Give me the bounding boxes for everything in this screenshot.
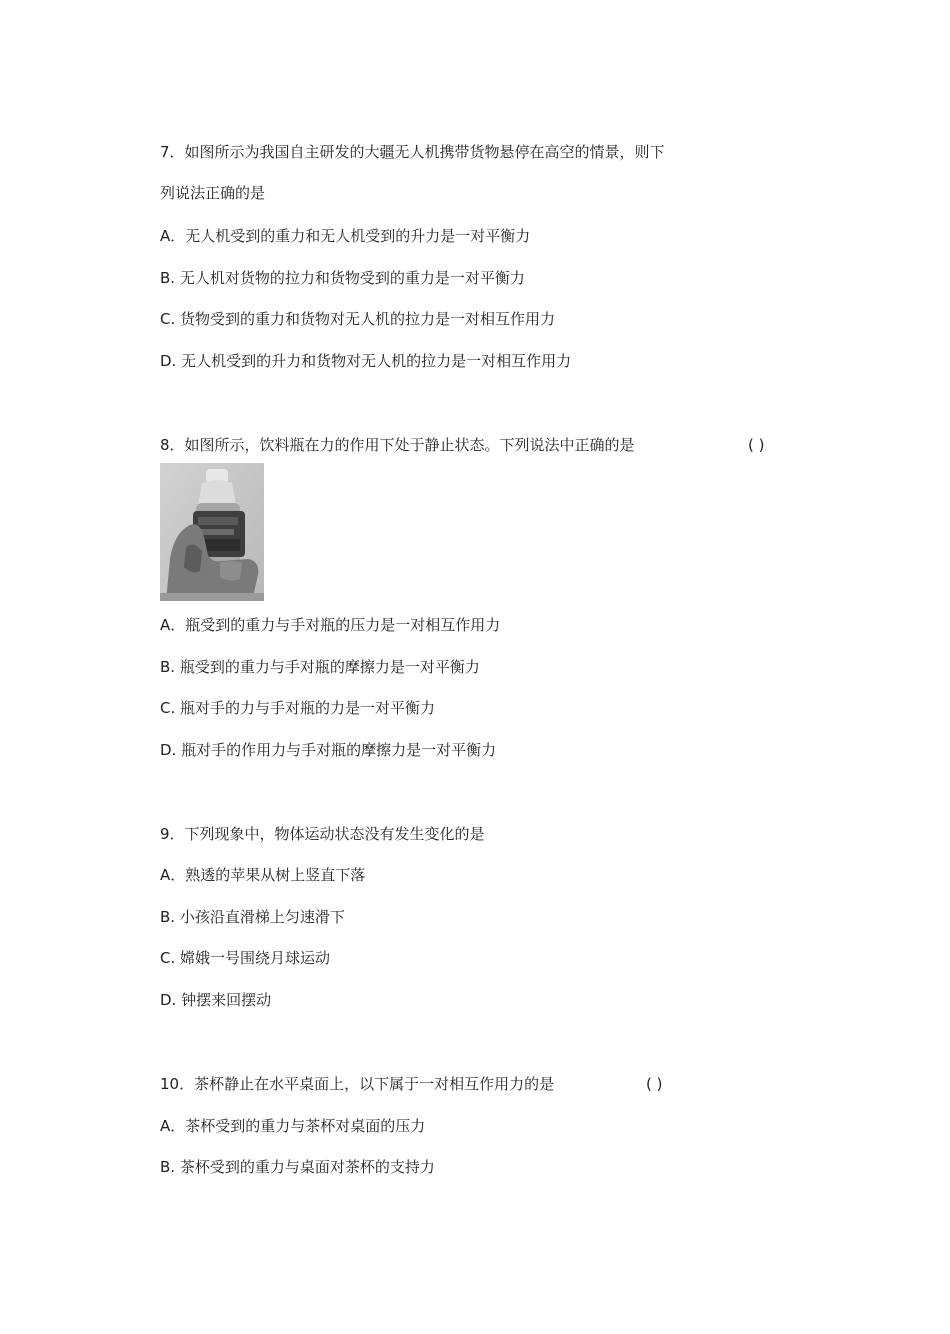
question-8-option-a: A．瓶受到的重力与手对瓶的压力是一对相互作用力 bbox=[160, 616, 501, 634]
question-9-option-a: A．熟透的苹果从树上竖直下落 bbox=[160, 866, 366, 884]
question-8-option-b: B. 瓶受到的重力与手对瓶的摩擦力是一对平衡力 bbox=[160, 658, 480, 676]
question-8-answer-paren: ( ) bbox=[748, 436, 765, 454]
question-7-stem-line-2: 列说法正确的是 bbox=[160, 184, 266, 202]
question-10-answer-paren: ( ) bbox=[646, 1075, 663, 1093]
question-8-stem: 8．如图所示，饮料瓶在力的作用下处于静止状态。下列说法中正确的是 bbox=[160, 436, 635, 454]
question-7-option-a: A．无人机受到的重力和无人机受到的升力是一对平衡力 bbox=[160, 227, 531, 245]
question-9-option-b: B. 小孩沿直滑梯上匀速滑下 bbox=[160, 908, 345, 926]
question-8-option-c: C. 瓶对手的力与手对瓶的力是一对平衡力 bbox=[160, 699, 436, 717]
question-9-stem: 9．下列现象中，物体运动状态没有发生变化的是 bbox=[160, 825, 485, 843]
question-10-stem: 10．茶杯静止在水平桌面上，以下属于一对相互作用力的是 bbox=[160, 1075, 555, 1093]
bottle-in-hand-image bbox=[160, 463, 264, 601]
question-7-stem-line-1: 7．如图所示为我国自主研发的大疆无人机携带货物悬停在高空的情景，则下 bbox=[160, 143, 665, 161]
question-10-option-b: B. 茶杯受到的重力与桌面对茶杯的支持力 bbox=[160, 1158, 435, 1176]
question-8-option-d: D. 瓶对手的作用力与手对瓶的摩擦力是一对平衡力 bbox=[160, 741, 497, 759]
question-7-option-c: C. 货物受到的重力和货物对无人机的拉力是一对相互作用力 bbox=[160, 310, 556, 328]
question-10-option-a: A．茶杯受到的重力与茶杯对桌面的压力 bbox=[160, 1117, 426, 1135]
question-9-option-c: C. 嫦娥一号围绕月球运动 bbox=[160, 949, 331, 967]
question-7-option-b: B. 无人机对货物的拉力和货物受到的重力是一对平衡力 bbox=[160, 269, 525, 287]
drink-bottle-photo bbox=[160, 463, 264, 601]
question-9-option-d: D. 钟摆来回摆动 bbox=[160, 991, 272, 1009]
question-7-option-d: D. 无人机受到的升力和货物对无人机的拉力是一对相互作用力 bbox=[160, 352, 572, 370]
